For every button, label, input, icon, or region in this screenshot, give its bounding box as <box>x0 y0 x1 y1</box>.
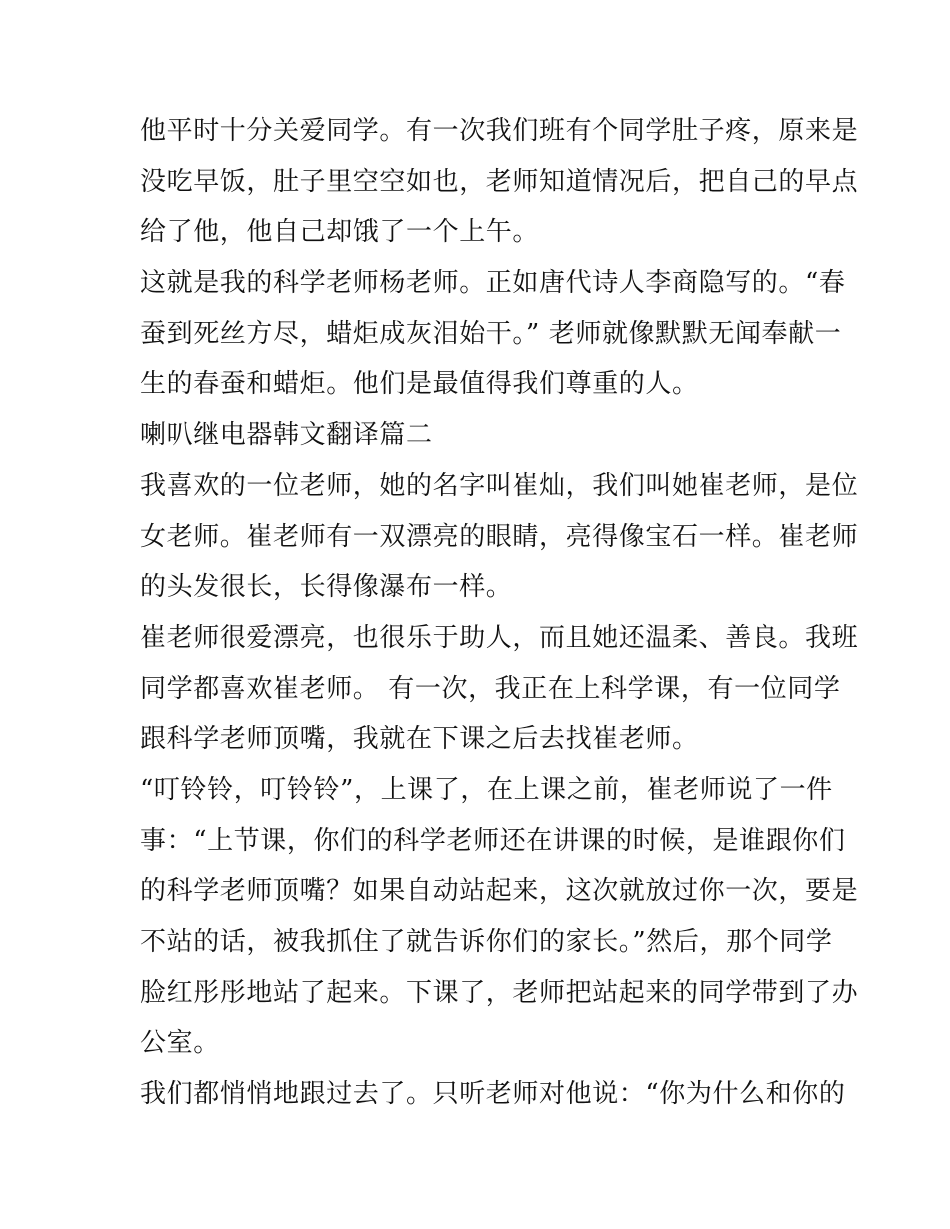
text-line: 这就是我的科学老师杨老师。正如唐代诗人李商隐写的。“春 <box>140 268 846 299</box>
text-line: 公室。 <box>140 1028 220 1059</box>
text-line: 跟科学老师顶嘴，我就在下课之后去找崔老师。 <box>140 724 699 755</box>
text-line: 的头发很长，长得像瀑布一样。 <box>140 572 513 603</box>
section-heading: 喇叭继电器韩文翻译篇二 <box>140 420 433 451</box>
document-body <box>140 106 859 1120</box>
text-line: 崔老师很爱漂亮，也很乐于助人，而且她还温柔、善良。我班 <box>140 622 859 653</box>
text-line: 给了他，他自己却饿了一个上午。 <box>140 217 540 248</box>
text-line: 蚕到死丝方尽，蜡炬成灰泪始干。” 老师就像默默无闻奉献一 <box>140 318 842 349</box>
text-line: 的科学老师顶嘴？如果自动站起来，这次就放过你一次，要是 <box>140 876 859 907</box>
text-line: 女老师。崔老师有一双漂亮的眼睛，亮得像宝石一样。崔老师 <box>140 521 859 552</box>
text-line: 同学都喜欢崔老师。 有一次，我正在上科学课，有一位同学 <box>140 673 841 704</box>
text-line: 脸红彤彤地站了起来。下课了，老师把站起来的同学带到了办 <box>140 977 859 1008</box>
text-line: “叮铃铃，叮铃铃”，上课了，在上课之前，崔老师说了一件 <box>140 774 833 805</box>
text-line: 事：“上节课，你们的科学老师还在讲课的时候，是谁跟你们 <box>140 825 846 856</box>
text-line: 我们都悄悄地跟过去了。只听老师对他说：“你为什么和你的 <box>140 1079 846 1110</box>
text-line: 没吃早饭，肚子里空空如也，老师知道情况后，把自己的早点 <box>140 166 859 197</box>
text-line: 我喜欢的一位老师，她的名字叫崔灿，我们叫她崔老师，是位 <box>140 470 859 501</box>
text-line: 生的春蚕和蜡炬。他们是最值得我们尊重的人。 <box>140 369 699 400</box>
text-line: 不站的话，被我抓住了就告诉你们的家长。”然后，那个同学 <box>140 927 833 957</box>
text-line: 他平时十分关爱同学。有一次我们班有个同学肚子疼，原来是 <box>140 116 859 146</box>
